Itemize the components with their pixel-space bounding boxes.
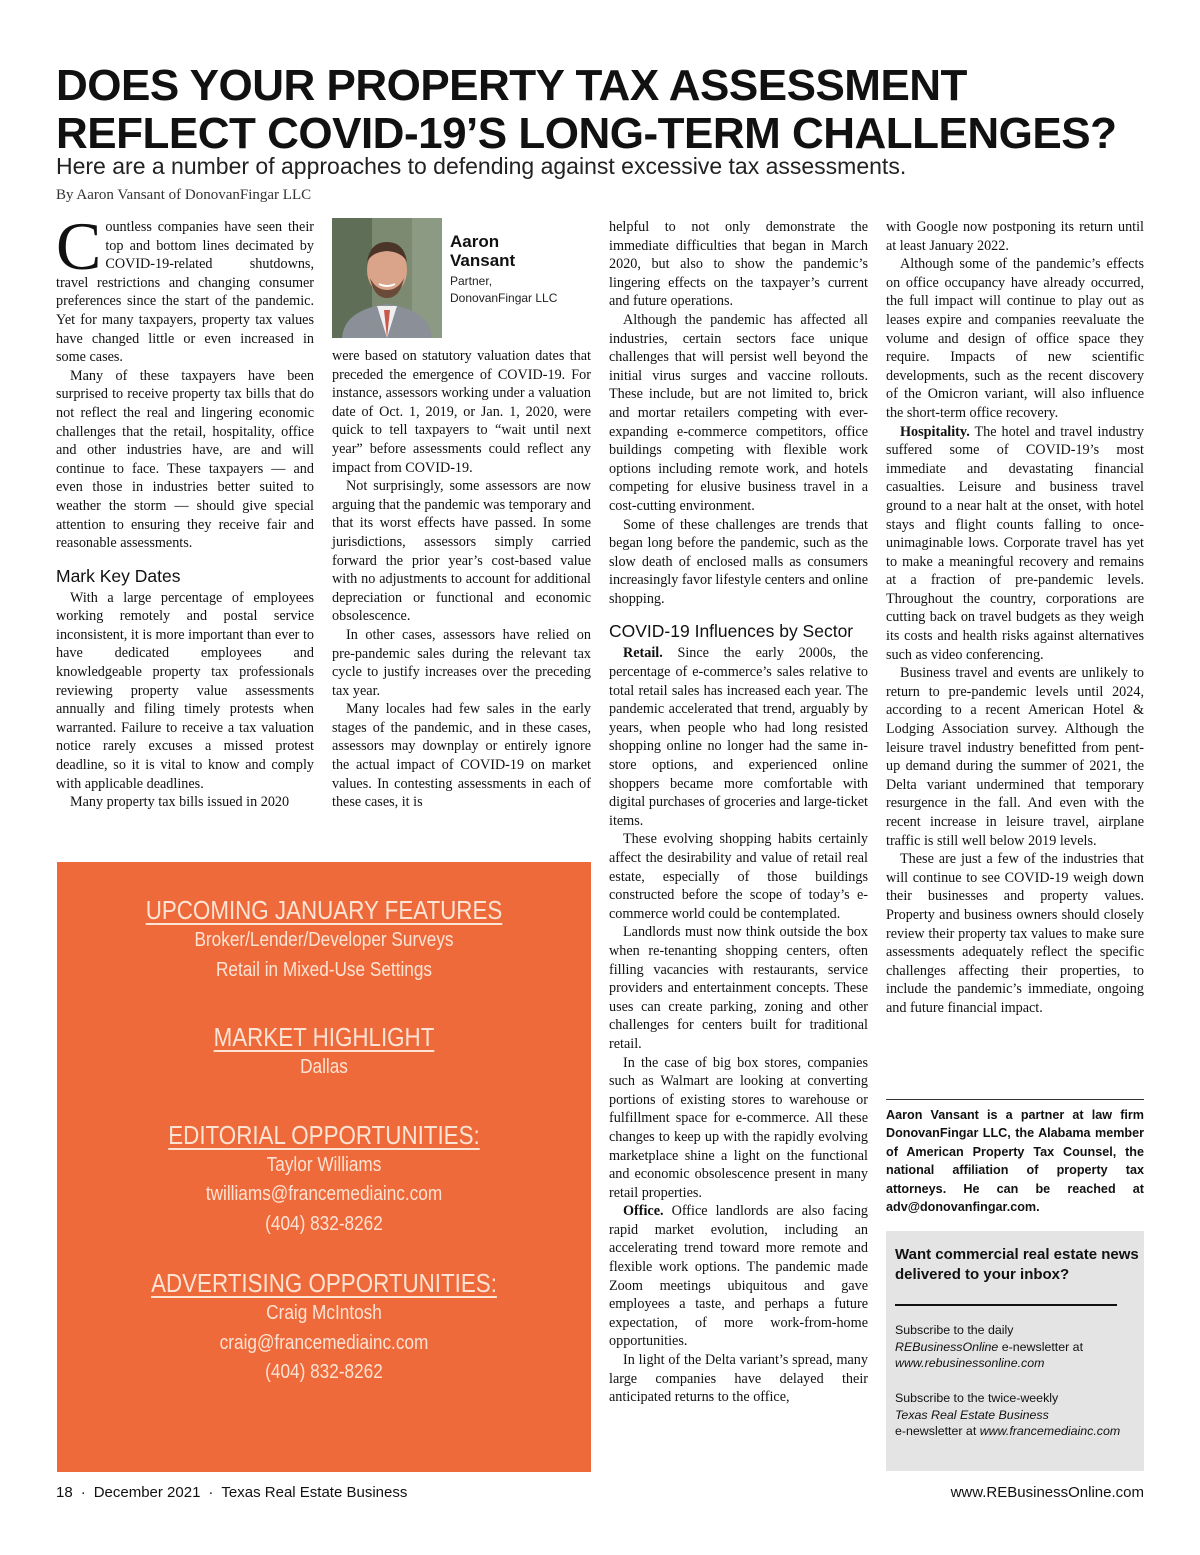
promo-heading: ADVERTISING OPPORTUNITIES: xyxy=(151,1268,497,1298)
issue-date: December 2021 xyxy=(93,1484,201,1501)
byline: By Aaron Vansant of DonovanFingar LLC xyxy=(56,187,312,203)
page-number: 18 xyxy=(56,1484,73,1501)
promo-email[interactable]: twilliams@francemediainc.com xyxy=(205,1183,443,1205)
author-title: Partner, DonovanFingar LLC xyxy=(450,274,558,305)
author-photo xyxy=(332,218,442,338)
newsletter-link[interactable]: www.francemediainc.com xyxy=(979,1424,1121,1438)
newsletter-link[interactable]: www.rebusinessonline.com xyxy=(895,1356,1045,1370)
promo-phone: (404) 832-8262 xyxy=(265,1212,383,1235)
promo-line: Dallas xyxy=(300,1056,348,1078)
paragraph: These are just a few of the industries that will continue to see COVID-19 weigh down their businesses and property values. Property and business owners should closely review their property tax values to make sure assessments adequately reflect the specific challenges affecting their properties, to include the pandemic’s immediate, ongoing and future financial impact. xyxy=(886,851,1144,1016)
paragraph: Landlords must now think outside the box when re-tenanting shopping centers, often filling vacancies with restaurants, service providers and entertainment concepts. These uses can create parking, zoning and other challenges for centers built for traditional retail. xyxy=(609,924,868,1052)
portrait-image xyxy=(332,218,442,338)
section-heading: COVID-19 Influences by Sector xyxy=(609,621,854,642)
run-in-label: Hospitality. xyxy=(900,423,970,440)
author-bio: Aaron Vansant is a partner at law firm DonovanFingar LLC, the Alabama member of American Property Tax Counsel, the national affiliation of property tax attorneys. He can be reached at adv@donovanfingar.com. xyxy=(886,1099,1144,1216)
article-column-4 xyxy=(886,218,1144,1018)
article-column-1 xyxy=(56,208,314,812)
promo-heading: EDITORIAL OPPORTUNITIES: xyxy=(168,1119,480,1150)
promo-line: Taylor Williams xyxy=(266,1153,382,1176)
drop-cap: C xyxy=(56,208,102,284)
paragraph: Many property tax bills issued in 2020 xyxy=(70,794,290,811)
paragraph-text: ountless companies have seen their top and bottom lines decimated by COVID-19-related shutdowns, travel restrictions and changing consumer preferences since the start of the pandemic. Yet for many taxpayers, property tax values have changed little or even increased in some cases. xyxy=(56,219,314,366)
newsletter-item: Subscribe to the daily REBusinessOnline e-newsletter at www.rebusinessonline.com xyxy=(895,1323,1084,1370)
paragraph: helpful to not only demonstrate the immediate difficulties that began in March 2020, but also to show the pandemic’s lingering effects on the taxpayer’s current and future operations. xyxy=(609,219,868,310)
paragraph: Although some of the pandemic’s effects on office occupancy have already occurred, the full impact will continue to play out as leases expire and companies reevaluate the volume and design of office space they require. Impacts of new scientific developments, such as the recent discovery of the Omicron variant, will also influence the short-term office recovery. xyxy=(886,256,1144,421)
publication-name: Texas Real Estate Business xyxy=(895,1407,1049,1422)
paragraph-text: Since the early 2000s, the percentage of e-commerce’s sales relative to total retail sales has increased each year. The pandemic accelerated that trend, arguably by years, when people who had long resisted shopping online no longer had the same in-store options, and experienced online shoppers became more comfortable with digital purchases of groceries and large-ticket items. xyxy=(609,645,869,829)
paragraph: Business travel and events are unlikely to return to pre-pandemic levels until 2024, according to a recent American Hotel & Lodging Association survey. Although the leisure travel industry benefitted from pent-up demand during the summer of 2021, the Delta variant undermined that temporary resurgence in the fall. And even with the recent increase in leisure travel, airplane traffic is still well below 2019 levels. xyxy=(886,665,1144,849)
paragraph xyxy=(56,208,314,367)
promo-heading: UPCOMING JANUARY FEATURES xyxy=(145,895,503,925)
promo-phone: (404) 832-8262 xyxy=(265,1361,383,1383)
section-heading: Mark Key Dates xyxy=(56,565,181,586)
paragraph: With a large percentage of employees working remotely and postal service inconsistent, it is more important than ever to have dedicated employees and knowledgeable property tax professionals reviewing property value assessments annually and filing timely protests when warranted. Failure to receive a tax valuation notice rarely excuses a missed protest deadline, so it is vital to know and comply with applicable deadlines. xyxy=(56,589,314,792)
run-in-label: Office. xyxy=(623,1203,664,1220)
newsletter-item: Subscribe to the twice-weekly Texas Real Estate Business e-newsletter at www.francemediainc.com xyxy=(895,1391,1121,1438)
publication-name: REBusinessOnline xyxy=(895,1339,999,1354)
paragraph: These evolving shopping habits certainly affect the desirability and value of retail real estate, especially of those buildings constructed before the scope of today’s e-commerce world could be contemplated. xyxy=(609,831,868,922)
paragraph: In the case of big box stores, companies such as Walmart are looking at converting portions of existing stores to warehouse or fulfillment space for e-commerce. All these changes to keep up with the rapidly evolving marketplace shine a light on the functional and economic obsolescence present in many retail properties. xyxy=(609,1054,868,1201)
paragraph xyxy=(609,1202,868,1351)
paragraph: with Google now postponing its return until at least January 2022. xyxy=(886,219,1144,254)
page-footer: 18 · December 2021 · Texas Real Estate Business xyxy=(56,1484,408,1501)
promo-heading: MARKET HIGHLIGHT xyxy=(213,1022,435,1052)
publication-name: Texas Real Estate Business xyxy=(221,1484,408,1501)
paragraph-text: The hotel and travel industry suffered some of COVID-19’s most immediate and devastating financial casualties. Leisure and business travel ground to a near halt at the onset, with hotel stays and flight counts falling to once-unimaginable lows. Corporate travel has yet to make a meaningful recovery and remains at a fraction of pre-pandemic levels. Throughout the country, corporations are cutting back on travel budgets as they weigh its costs and health risks against alternatives such as video conferencing. xyxy=(886,423,1144,663)
article-headline: DOES YOUR PROPERTY TAX ASSESSMENT REFLECT COVID-19’S LONG-TERM CHALLENGES? xyxy=(56,61,1117,158)
paragraph: Although the pandemic has affected all industries, certain sectors face unique challenges that will persist well beyond the initial virus surges and vaccine rollouts. These include, but are not limited to, brick and mortar retailers competing with ever-expanding e-commerce competitors, office buildings competing with flexible work options including remote work, and hotels competing for elusive business travel in a cost-cutting environment. xyxy=(609,311,868,514)
promo-box xyxy=(57,862,591,1472)
run-in-label: Retail. xyxy=(623,645,663,662)
paragraph: In other cases, assessors have relied on pre-pandemic sales during the relevant tax cycle to justify increases over the preceding tax year. xyxy=(332,626,591,699)
paragraph: Many of these taxpayers have been surprised to receive property tax bills that do not reflect the real and lingering economic challenges that the retail, hospitality, office and other industries have, are and will continue to face. These taxpayers — and even those in industries better suited to weather the storm — should give special attention to ensuring they receive fair and reasonable assessments. xyxy=(56,367,314,552)
footer-website[interactable]: www.REBusinessOnline.com xyxy=(950,1484,1144,1501)
paragraph: Not surprisingly, some assessors are now arguing that the pandemic was temporary and that its worst effects have passed. In some jurisdictions, assessors simply carried forward the prior year’s cost-based value with no adjustments to account for additional depreciation or functional and economic obsolescence. xyxy=(332,478,591,625)
paragraph xyxy=(886,423,1144,665)
newsletter-heading: Want commercial real estate news delivered to your inbox? xyxy=(895,1246,1139,1283)
article-column-2 xyxy=(332,347,591,812)
divider xyxy=(895,1304,1117,1306)
paragraph xyxy=(609,644,868,830)
paragraph: Some of these challenges are trends that began long before the pandemic, such as the slow death of enclosed malls as consumers increasingly favor lifestyle centers and online shopping. xyxy=(609,516,868,607)
author-name: Aaron Vansant xyxy=(450,232,516,270)
promo-line: Retail in Mixed-Use Settings xyxy=(215,958,433,981)
article-subhead: Here are a number of approaches to defending against excessive tax assessments. xyxy=(56,153,907,179)
author-card xyxy=(332,218,591,338)
newsletter-box xyxy=(886,1231,1144,1471)
article-column-3 xyxy=(609,218,868,1407)
paragraph: In light of the Delta variant’s spread, many large companies have delayed their anticipated returns to the office, xyxy=(609,1352,868,1406)
paragraph: Many locales had few sales in the early stages of the pandemic, and in these cases, assessors may downplay or entirely ignore the actual impact of COVID-19 on market values. In contesting assessments in each of these cases, it is xyxy=(332,701,591,811)
paragraph-text: Office landlords are also facing rapid market evolution, including an accelerating trend toward more remote and flexible work options. The pandemic made Zoom meetings ubiquitous and gave employees a taste, and perhaps a future expectation, of more work-from-home opportunities. xyxy=(609,1203,869,1350)
promo-line: Broker/Lender/Developer Surveys xyxy=(194,929,454,951)
promo-line: Craig McIntosh xyxy=(266,1302,382,1324)
paragraph: were based on statutory valuation dates that preceded the emergence of COVID-19. For instance, assessors working under a valuation date of Oct. 1, 2019, or Jan. 1, 2020, were quick to tell taxpayers to “wait until next year” before assessments could reflect any impact from COVID-19. xyxy=(332,348,591,476)
promo-email[interactable]: craig@francemediainc.com xyxy=(219,1331,429,1354)
